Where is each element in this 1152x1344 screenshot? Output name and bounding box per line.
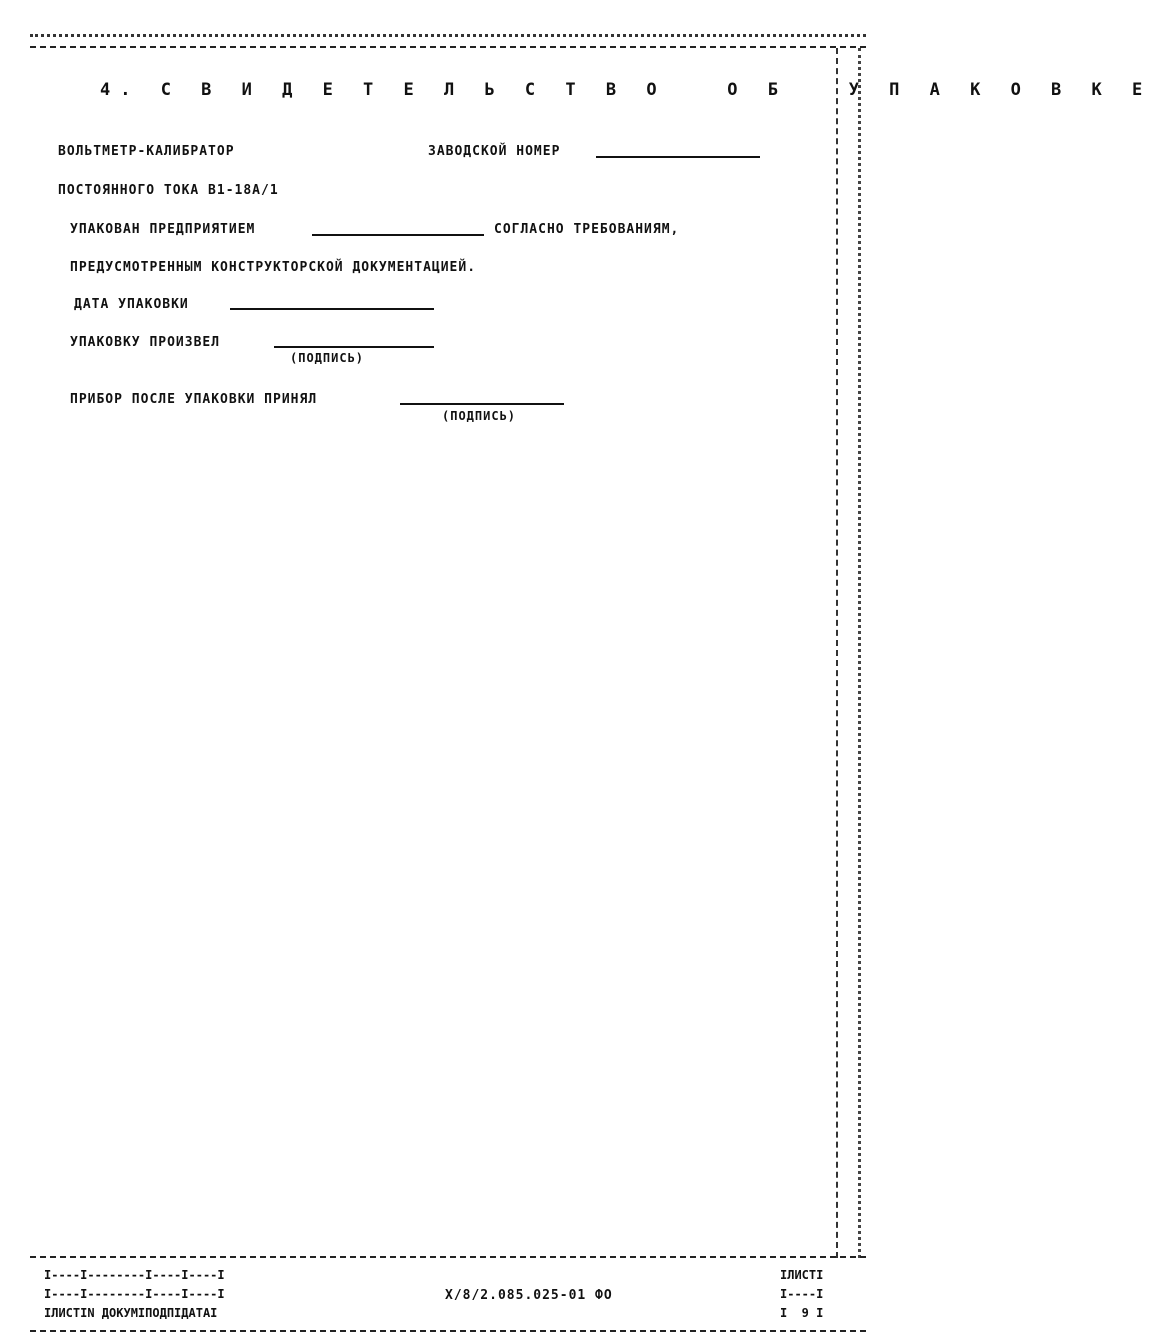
page-title: 4. С В И Д Е Т Е Л Ь С Т В О О Б У П А К О В К Е — [100, 80, 1152, 100]
pack-date-label: ДАТА УПАКОВКИ — [74, 297, 189, 312]
stamp-row-1: I----I--------I----I----I — [44, 1268, 225, 1282]
device-name-line1: ВОЛЬТМЕТР-КАЛИБРАТОР — [58, 144, 235, 159]
sheet-separator: I----I — [780, 1287, 824, 1301]
provided-label: ПРЕДУСМОТРЕННЫМ КОНСТРУКТОРСКОЙ ДОКУМЕНТАЦИЕЙ. — [70, 260, 477, 275]
top-border-rule — [30, 34, 866, 37]
sheet-header: IЛИСТI — [780, 1268, 824, 1282]
serial-number-label: ЗАВОДСКОЙ НОМЕР — [428, 144, 561, 159]
device-name-line2: ПОСТОЯННОГО ТОКА В1-18А/1 — [58, 183, 279, 198]
sheet-number: I 9 I — [780, 1306, 824, 1320]
stamp-row-2: I----I--------I----I----I — [44, 1287, 225, 1301]
stamp-row-3: IЛИСТIN ДОКУМIПОДПIДАТАI — [44, 1306, 218, 1320]
right-star-border — [858, 48, 861, 1258]
stamp-top-rule — [30, 1256, 866, 1258]
packer-signature-caption: (ПОДПИСЬ) — [290, 351, 365, 365]
top-inner-rule — [30, 46, 866, 48]
accepted-signature-field — [400, 403, 564, 405]
stamp-bottom-rule — [30, 1330, 866, 1332]
packer-signature-field — [274, 346, 434, 348]
packed-by-label: УПАКОВАН ПРЕДПРИЯТИЕМ — [70, 222, 256, 237]
pack-date-field — [230, 308, 434, 310]
serial-number-field — [596, 156, 760, 158]
packer-label: УПАКОВКУ ПРОИЗВЕЛ — [70, 335, 221, 350]
right-border-rule — [836, 48, 838, 1258]
accepted-signature-caption: (ПОДПИСЬ) — [442, 409, 517, 423]
document-number: X/8/2.085.025-01 ФО — [445, 1288, 613, 1303]
accepted-label: ПРИБОР ПОСЛЕ УПАКОВКИ ПРИНЯЛ — [70, 392, 318, 407]
according-label: СОГЛАСНО ТРЕБОВАНИЯМ, — [494, 222, 680, 237]
packed-by-field — [312, 234, 484, 236]
